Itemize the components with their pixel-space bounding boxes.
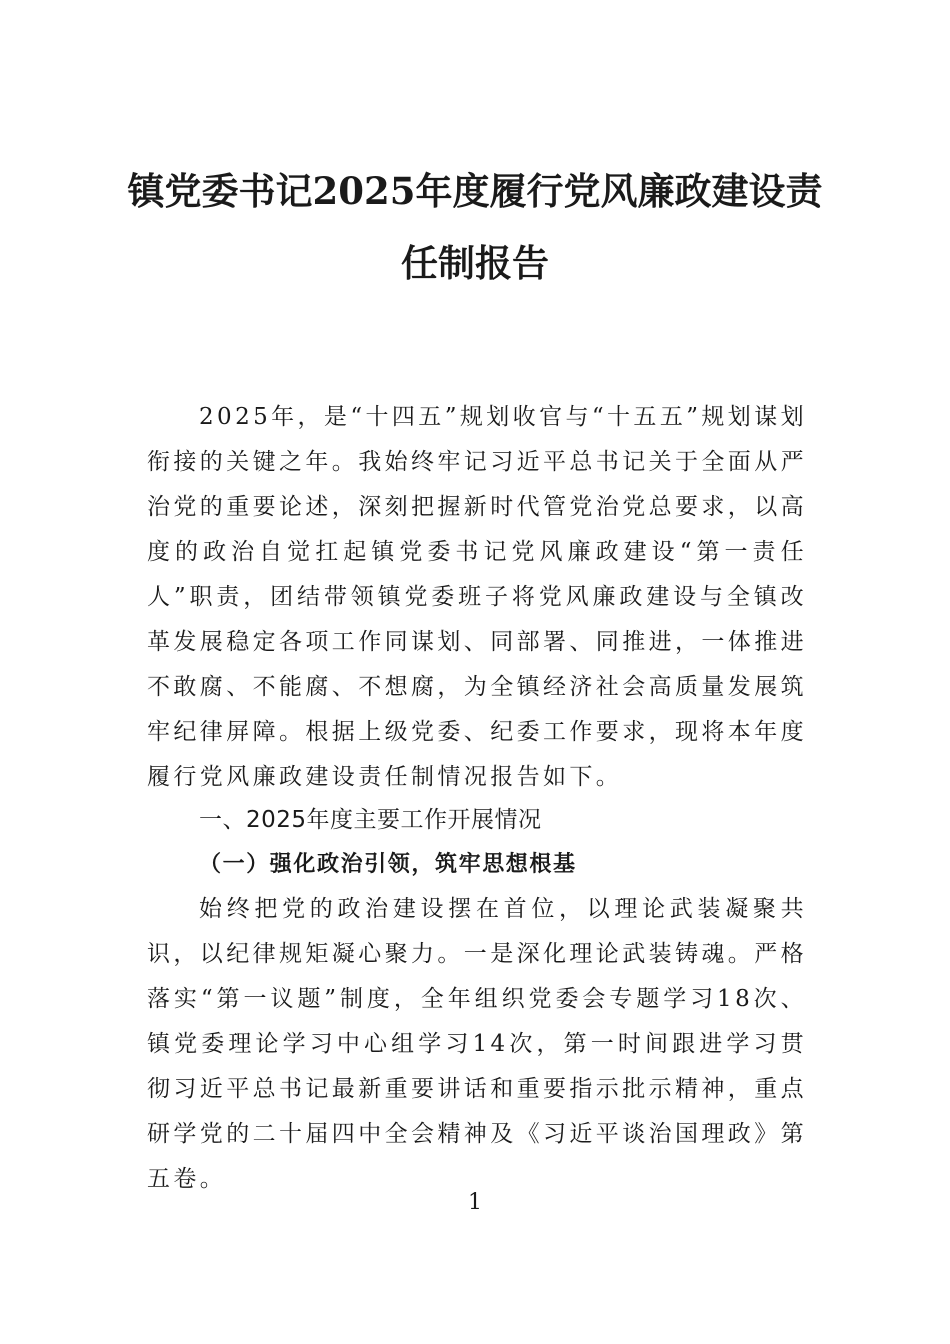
document-title-line-1: 镇党委书记2025年度履行党风廉政建设责 <box>127 169 823 213</box>
subsection-heading-1: （一）强化政治引领，筑牢思想根基 <box>199 851 577 877</box>
intro-paragraph: 2025年，是“十四五”规划收官与“十五五”规划谋划衔接的关键之年。我始终牢记习近平总书记关于全面从严治党的重要论述，深刻把握新时代管党治党总要求，以高度的政治自觉扛起镇党委书记党风廉政建设“第一责任人”职责，团结带领镇党委班子将党风廉政建设与全镇改革发展稳定各项工作同谋划、同部署、同推进，一体推进不敢腐、不能腐、不想腐，为全镇经济社会高质量发展筑牢纪律屏障。根据上级党委、纪委工作要求，现将本年度履行党风廉政建设责任制情况报告如下。 <box>147 404 807 790</box>
page-number: 1 <box>468 1190 482 1215</box>
subsection-paragraph-1: 始终把党的政治建设摆在首位，以理论武装凝聚共识，以纪律规矩凝心聚力。一是深化理论武装铸魂。严格落实“第一议题”制度，全年组织党委会专题学习18次、镇党委理论学习中心组学习14次，第一时间跟进学习贯彻习近平总书记最新重要讲话和重要指示批示精神，重点研学党的二十届四中全会精神及《习近平谈治国理政》第五卷。 <box>147 896 807 1192</box>
section-heading-1: 一、2025年度主要工作开展情况 <box>199 807 542 833</box>
document-title-line-2: 任制报告 <box>401 241 549 285</box>
